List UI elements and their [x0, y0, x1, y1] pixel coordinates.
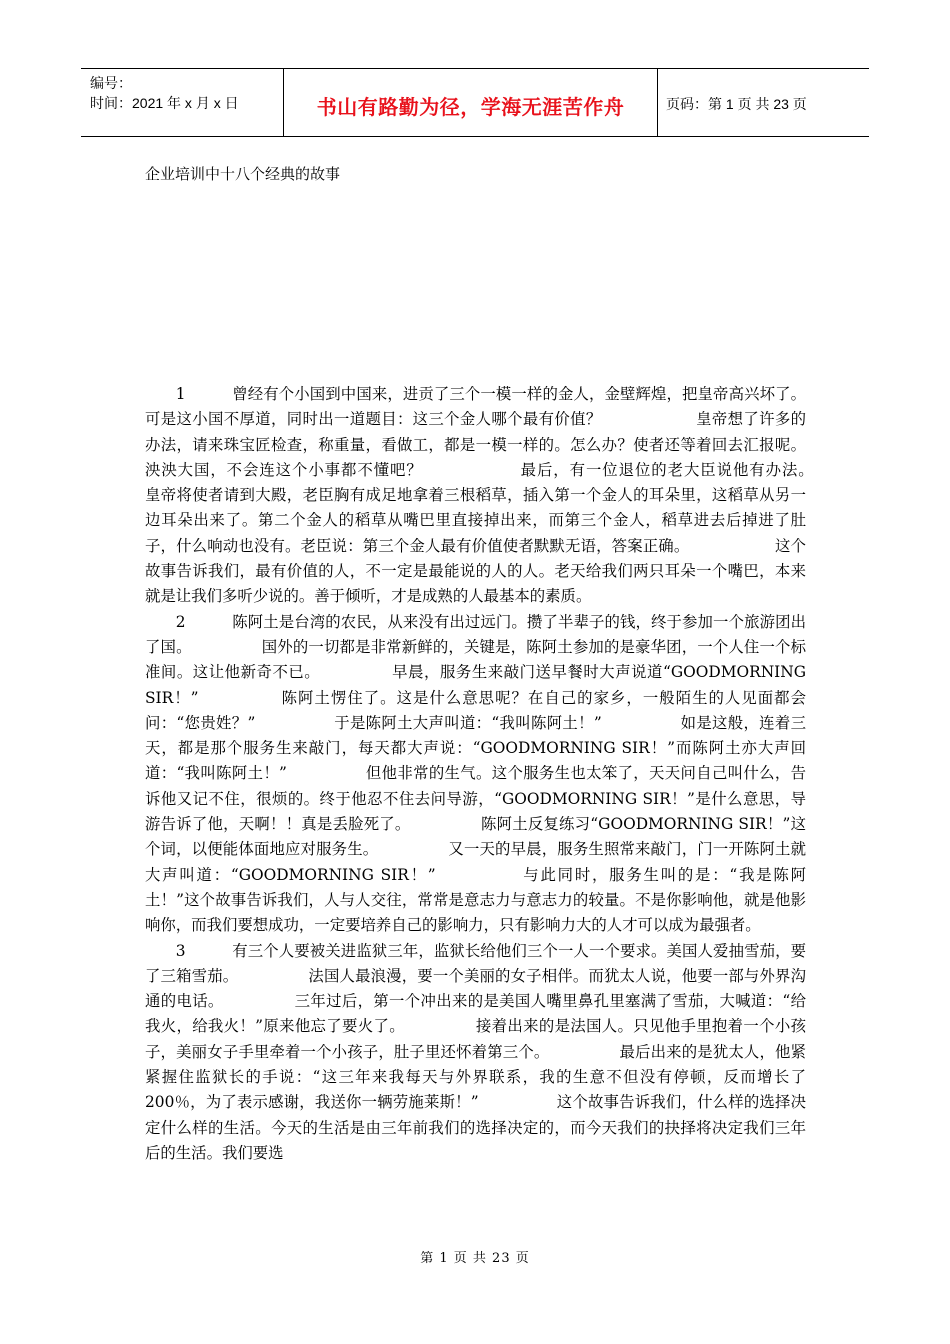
header-motto-cell	[284, 69, 658, 136]
story-paragraph-1: 1 曾经有个小国到中国来，进贡了三个一模一样的金人，金壁辉煌，把皇帝高兴坏了。可是这小国不厚道，同时出一道题目：这三个金人哪个最有价值？ 皇帝想了许多的办法，请来珠宝匠检查，称重量，看做工，都是一模一样的。怎么办？使者还等着回去汇报呢。泱泱大国，不会连这个小事都不懂吧？ 最后，有一位退位的老大臣说他有办法。 皇帝将使者请到大殿，老臣胸有成足地拿着三根稻草，插入第一个金人的耳朵里，这稻草从另一边耳朵出来了。第二个金人的稻草从嘴巴里直接掉出来，而第三个金人，稻草进去后掉进了肚子，什么响动也没有。老臣说：第三个金人最有价值使者默默无语，答案正确。 这个故事告诉我们，最有价值的人，不一定是最能说的人的人。老天给我们两只耳朵一个嘴巴，本来就是让我们多听少说的。善于倾听，才是成熟的人最基本的素质。	[145, 385, 899, 606]
header-page-cell	[658, 69, 869, 136]
page-header	[81, 68, 869, 137]
story-paragraph-3: 3 有三个人要被关进监狱三年，监狱长给他们三个一人一个要求。美国人爱抽雪茄，要了三箱雪茄。 法国人最浪漫，要一个美丽的女子相伴。而犹太人说，他要一部与外界沟通的电话。 三年过后，第一个冲出来的是美国人嘴里鼻孔里塞满了雪茄，大喊道：“给我火，给我火！”原来他忘了要火了。 接着出来的是法国人。只见他手里抱着一个小孩子，美丽女子手里牵着一个小孩子，肚子里还怀着第三个。 最后出来的是犹太人，他紧紧握住监狱长的手说：“这三年来我每天与外界联系，我的生意不但没有停顿，反而增长了 200％，为了表示感谢，我送你一辆劳施莱斯！” 这个故事告诉我们，什么样的选择决定什么样的生活。今天的生活是由三年前我们的选择决定的，而今天我们的抉择将决定我们三年后的生活。我们要选	[145, 941, 806, 1162]
document-title: 企业培训中十八个经典的故事	[145, 165, 341, 183]
header-motto: 书山有路勤为径，学海无涯苦作舟	[316, 95, 625, 119]
story-paragraph-2: 2 陈阿土是台湾的农民，从来没有出过远门。攒了半辈子的钱，终于参加一个旅游团出了国。 国外的一切都是非常新鲜的，关键是，陈阿土参加的是豪华团，一个人住一个标准间。这让他新奇不已。 早晨，服务生来敲门送早餐时大声说道“GOODMORNING SIR！” 陈阿土愣住了。这是什么意思呢？在自己的家乡，一般陌生的人见面都会问：“您贵姓？” 于是陈阿土大声叫道：“我叫陈阿土！” 如是这般，连着三天，都是那个服务生来敲门，每天都大声说：“GOODMORNING SIR！”而陈阿土亦大声回道：“我叫陈阿土！” 但他非常的生气。这个服务生也太笨了，天天问自己叫什么，告诉他又记不住，很烦的。终于他忍不住去问导游，“GOODMORNING SIR！”是什么意思，导游告诉了他，天啊！！真是丢脸死了。 陈阿土反复练习“GOODMORNING SIR！”这个词，以便能体面地应对服务生。 又一天的早晨，服务生照常来敲门，门一开陈阿土就大声叫道：“GOODMORNING SIR！” 与此同时，服务生叫的是：“我是陈阿土！”这个故事告诉我们，人与人交往，常常是意志力与意志力的较量。不是你影响他，就是他影响你，而我们要想成功，一定要培养自己的影响力，只有影响力大的人才可以成为最强者。	[145, 612, 806, 935]
page-footer: 第 1 页 共 23 页	[420, 1251, 530, 1266]
header-meta-cell	[81, 69, 284, 136]
document-date: 时间：2021 年 x 月 x 日	[90, 95, 239, 111]
document-number-label: 编号：	[90, 75, 132, 91]
document-body	[145, 382, 899, 1166]
header-page-info: 页码：第 1 页 共 23 页	[666, 96, 807, 112]
